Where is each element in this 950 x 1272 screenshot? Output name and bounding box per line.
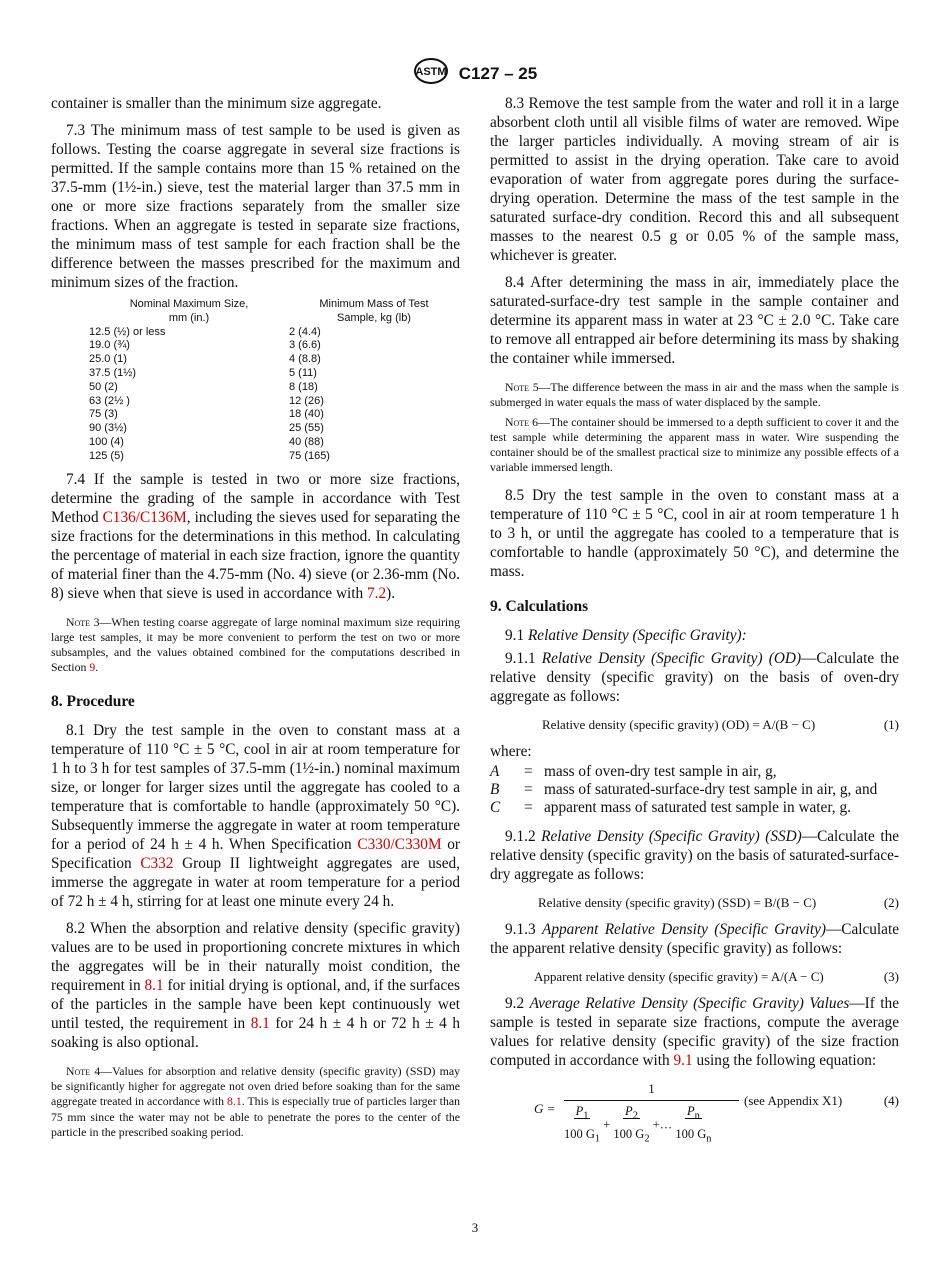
table-row: 19.0 (¾) 3 (6.6) bbox=[89, 339, 321, 352]
link-section-9[interactable]: 9 bbox=[89, 660, 96, 675]
equation-number: (4) bbox=[883, 1092, 899, 1108]
table-row: 75 (3) 18 (40) bbox=[89, 408, 324, 421]
heading-calculations: 9. Calculations bbox=[490, 597, 589, 615]
page-number: 3 bbox=[471, 1220, 479, 1235]
list-item: A = mass of oven-dry test sample in air, g, bbox=[490, 762, 777, 780]
page-header bbox=[0, 58, 950, 89]
table-row: 125 (5) 75 (165) bbox=[89, 449, 330, 462]
equation-number: (3) bbox=[883, 968, 899, 984]
paragraph-9-1-2: 9.1.2 Relative Density (Specific Gravity) (SSD)—Calculate the relative density (specific gravity) on the basis of saturated-surface-dry aggregate as follows: bbox=[490, 827, 900, 883]
table-row: 25.0 (1) 4 (8.8) bbox=[89, 353, 321, 366]
paragraph-9-2: 9.2 Average Relative Density (Specific Gravity) Values—If the sample is tested in separate size fractions, compute the average values for relative density (specific gravity) of the size fraction computed in accordance with 9.1 using the following equation: bbox=[490, 994, 899, 1069]
heading-procedure: 8. Procedure bbox=[51, 692, 135, 710]
standard-designation: C127 – 25 bbox=[458, 63, 538, 83]
paragraph-7-3: 7.3 The minimum mass of test sample to be used is given as follows. Testing the coarse aggregate in several size fractions is permitted. If the sample contains more than 15 % retained on the 37.5-mm (1½-in.) sieve, test the material larger than 37.5 mm in one or more size fractions separately from the smaller size fractions. When an aggregate is tested in separate size fractions, the minimum mass of test sample for each fraction shall be the difference between the masses prescribed for the maximum and minimum sizes of the fraction. bbox=[51, 122, 460, 291]
link-c332[interactable]: C332 bbox=[140, 854, 174, 872]
note-4: Note 4—Values for absorption and relative density (specific gravity) (SSD) may be significantly higher for aggregate not oven dried before soaking than for the same aggregate treated in accordance with 8.1. This is especially true of particles larger than 75 mm since the water may not be able to penetrate the pores to the center of the particle in the prescribed soaking period. bbox=[51, 1063, 460, 1139]
minimum-mass-table bbox=[89, 298, 459, 464]
link-8-1-note[interactable]: 8.1 bbox=[227, 1094, 242, 1109]
table-row: 90 (3½) 25 (55) bbox=[89, 422, 324, 435]
link-7-2[interactable]: 7.2 bbox=[367, 584, 387, 602]
equation-number: (1) bbox=[883, 716, 899, 732]
table-header-mass: Minimum Mass of Test Sample, kg (lb) bbox=[319, 298, 429, 324]
paragraph-8-2: 8.2 When the absorption and relative density (specific gravity) values are to be used in proportioning concrete mixtures in which the aggregates will be in their naturally moist condition, the requirement in 8.1 for initial drying is optional, and, if the surfaces of the particles in the sample have been kept continuously wet until tested, the requirement in 8.1 for 24 h ± 4 h or 72 h ± 4 h soaking is also optional. bbox=[51, 919, 461, 1051]
paragraph-8-1: 8.1 Dry the test sample in the oven to constant mass at a temperature of 110 °C ± 5 °C, cool in air at room temperature for 1 h to 3 h for test samples of 37.5-mm (1½-in.) nominal maximum size, or longer for larger sizes until the aggregate has cooled to a temperature that is comfortable to handle (approximately 50 °C). Subsequently immerse the aggregate in water at room temperature for a period of 24 h ± 4 h. When Specification C330/C330M or Specification C332 Group II lightweight aggregates are used, immerse the aggregate in water at room temperature for a period of 72 h ± 4 h, stirring for at least one minute every 24 h. bbox=[51, 721, 460, 910]
paragraph-9-1-1: 9.1.1 Relative Density (Specific Gravity) (OD)—Calculate the relative density (specific gravity) on the basis of oven-dry aggregate as follows: bbox=[490, 649, 899, 705]
paragraph-9-1: 9.1 Relative Density (Specific Gravity): bbox=[505, 626, 747, 644]
note-6: Note 6—The container should be immersed to a depth sufficient to cover it and the test sample while determining the apparent mass in water. Wire suspending the container should be of the smallest practical size to minimize any possible effects of a variable immersed length. bbox=[490, 414, 899, 475]
link-8-1-b[interactable]: 8.1 bbox=[250, 1014, 270, 1032]
equation-4-denominator: $P_1$ 100 $G_1 + P_2$ 100 $G_2$ +… $P_n$ 100 $G_n$ bbox=[564, 1103, 712, 1145]
list-item: C = apparent mass of saturated test sample in water, g. bbox=[490, 798, 851, 816]
table-row: 100 (4) 40 (88) bbox=[89, 435, 324, 448]
note-3: Note 3—When testing coarse aggregate of large nominal maximum size requiring large test samples, it may be more convenient to perform the test on two or more subsamples, and the values obtained combined for the computations described in Section 9. bbox=[51, 614, 460, 675]
equation-4-numerator: 1 bbox=[648, 1080, 655, 1096]
paragraph-top: container is smaller than the minimum size aggregate. bbox=[51, 95, 382, 112]
table-row: 50 (2) 8 (18) bbox=[89, 380, 318, 393]
svg-text:ASTM: ASTM bbox=[415, 66, 447, 78]
paragraph-8-3: 8.3 Remove the test sample from the water and roll it in a large absorbent cloth until all visible films of water are removed. Wipe the larger particles individually. A moving stream of air is permitted to assist in the drying operation. Take care to avoid evaporation of water from aggregate pores during the surface-drying operation. Determine the mass of the test sample in the saturated surface-dry condition. Record this and all subsequent masses to the nearest 0.5 g or 0.05 % of the sample mass, whichever is greater. bbox=[490, 95, 899, 264]
astm-logo-icon bbox=[413, 58, 449, 89]
link-c136[interactable]: C136/C136M bbox=[102, 508, 187, 526]
link-c330[interactable]: C330/C330M bbox=[357, 835, 442, 853]
right-column bbox=[490, 94, 899, 1144]
paragraph-9-1-3: 9.1.3 Apparent Relative Density (Specific Gravity)—Calculate the apparent relative density (specific gravity) as follows: bbox=[490, 920, 900, 957]
paragraph-8-5: 8.5 Dry the test sample in the oven to constant mass at a temperature of 110 °C ± 5 °C, cool in air at room temperature 1 h to 3 h, or until the aggregate has cooled to a temperature that is comfortable to handle (approximately 50 °C), and determine the mass. bbox=[490, 486, 899, 580]
table-header-size: Nominal Maximum Size, mm (in.) bbox=[129, 298, 249, 324]
table-row: 37.5 (1½) 5 (11) bbox=[89, 366, 317, 379]
paragraph-8-4: 8.4 After determining the mass in air, immediately place the saturated-surface-dry test sample in the sample container and determine its apparent mass in water at 23 °C ± 2.0 °C. Take care to remove all entrapped air before determining its mass by shaking the container while immersed. bbox=[490, 274, 899, 367]
variable-definitions bbox=[490, 763, 877, 817]
paragraph-7-4: 7.4 If the sample is tested in two or more size fractions, determine the grading of the sample in accordance with Test Method C136/C136M, including the sieves used for separating the size fractions for the determinations in this method. In calculating the percentage of material in each size fraction, ignore the quantity of material finer than the 4.75-mm (No. 4) sieve (or 2.36-mm (No. 8) sieve when that sieve is used in accordance with 7.2). bbox=[51, 470, 461, 602]
appendix-reference: (see Appendix X1) bbox=[744, 1092, 843, 1108]
where-label: where: bbox=[490, 742, 532, 760]
link-8-1[interactable]: 8.1 bbox=[144, 976, 164, 994]
equation-1: Relative density (specific gravity) (OD) = A/(B − C) (1) bbox=[542, 716, 899, 732]
equation-4: G = 1 $P_1$ 100 $G_1 + P_2$ 100 $G_2$ +… $P_n$ 100 $G_n$ (see Appendix X1) (4) bbox=[534, 1078, 899, 1144]
note-5: Note 5—The difference between the mass in air and the mass when the sample is submerged in water equals the mass of water displaced by the sample. bbox=[490, 380, 899, 410]
list-item: B = mass of saturated-surface-dry test sample in air, g, and bbox=[490, 780, 878, 798]
table-row: 12.5 (½) or less 2 (4.4) bbox=[89, 325, 321, 338]
table-row: 63 (2½ ) 12 (26) bbox=[89, 394, 324, 407]
equation-3: Apparent relative density (specific gravity) = A/(A − C) (3) bbox=[534, 968, 899, 984]
equation-2: Relative density (specific gravity) (SSD) = B/(B − C) (2) bbox=[538, 894, 899, 910]
link-9-1[interactable]: 9.1 bbox=[673, 1051, 693, 1069]
equation-number: (2) bbox=[883, 894, 899, 910]
left-column bbox=[51, 94, 460, 1140]
